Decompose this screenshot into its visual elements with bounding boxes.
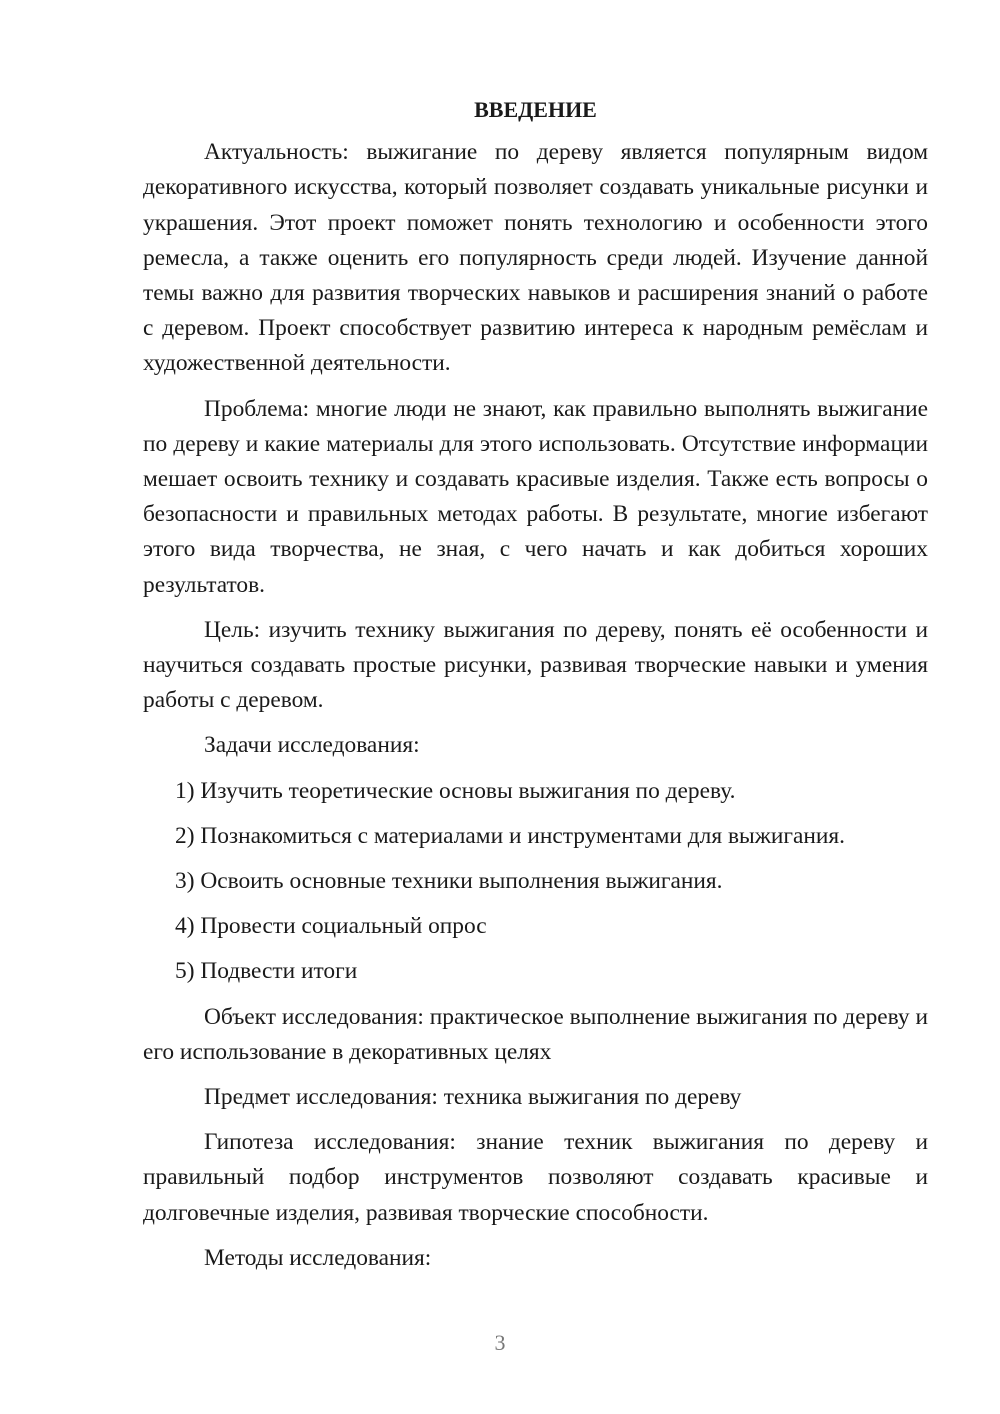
task-item: 2) Познакомиться с материалами и инструментами для выжигания. <box>175 822 846 849</box>
methods-heading: Методы исследования: <box>204 1244 432 1271</box>
hypothesis-paragraph: Гипотеза исследования: знание техник выжигания по дереву и правильный подбор инструментов позволяют создавать красивые и долговечные изделия, развивая творческие способности. <box>143 1129 928 1226</box>
tasks-heading: Задачи исследования: <box>204 732 420 759</box>
subject-paragraph: Предмет исследования: техника выжигания по дереву <box>204 1084 742 1111</box>
problem-paragraph: Проблема: многие люди не знают, как правильно выполнять выжигание по дереву и какие материалы для этого использовать. Отсутствие информации мешает освоить технику и создавать красивые изделия. Также есть вопросы о безопасности и правильных методах работы. В результате, многие избегают этого вида творчества, не зная, с чего начать и как добиться хороших результатов. <box>143 395 928 598</box>
page-number: 3 <box>494 1330 506 1355</box>
object-paragraph: Объект исследования: практическое выполнение выжигания по дереву и его использование в декоративных целях <box>143 1003 928 1065</box>
task-item: 3) Освоить основные техники выполнения выжигания. <box>175 868 723 895</box>
goal-paragraph: Цель: изучить технику выжигания по дереву, понять её особенности и научиться создавать простые рисунки, развивая творческие навыки и умения работы с деревом. <box>143 616 928 714</box>
page-content <box>143 92 928 1286</box>
task-item: 4) Провести социальный опрос <box>175 913 487 940</box>
task-item: 5) Подвести итоги <box>175 958 358 985</box>
relevance-paragraph: Актуальность: выжигание по дереву является популярным видом декоративного искусства, который позволяет создавать уникальные рисунки и украшения. Этот проект поможет понять технологию и особенности этого ремесла, а также оценить его популярность среди людей. Изучение данной темы важно для развития творческих навыков и расширения знаний о работе с деревом. Проект способствует развитию интереса к народным ремёслам и художественной деятельности. <box>143 139 928 377</box>
section-title: ВВЕДЕНИЕ <box>474 97 597 122</box>
task-item: 1) Изучить теоретические основы выжигания по дереву. <box>175 777 736 804</box>
